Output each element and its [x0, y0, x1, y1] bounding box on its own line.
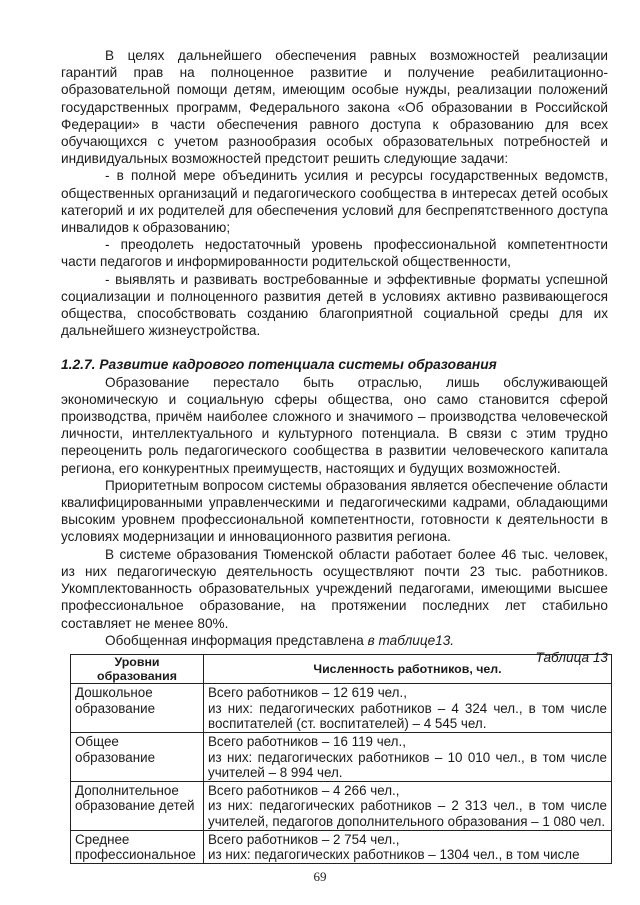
table-row [71, 684, 612, 733]
summary-text: Обобщенная информация представлена [105, 632, 368, 648]
paragraph: Приоритетным вопросом системы образования является обеспечение области квалифицированными управленческими и педагогическими кадрами, обладающими высоким уровнем профессиональной компетентности, готовности к деятельности в условиях модернизации и инновационного развития региона. [61, 477, 608, 545]
cell-line: из них: педагогических работников – 10 010 чел., в том числе учителей – 8 994 чел. [208, 749, 607, 781]
cell-line: из них: педагогических работников – 4 324 чел., в том числе воспитателей (ст. воспитателей) – 4 545 чел. [208, 700, 607, 732]
paragraph: - в полной мере объединить усилия и ресурсы государственных ведомств, общественных организаций и педагогического сообщества в интересах детей особых категорий и их родителей для обеспечения условий для беспрепятственного доступа инвалидов к образованию; [61, 168, 608, 236]
column-header-count: Численность работников, чел. [204, 655, 612, 684]
section-heading: 1.2.7. Развитие кадрового потенциала системы образования [61, 357, 497, 373]
table-caption: Таблица 13 [535, 649, 608, 665]
paragraph: В системе образования Тюменской области работает более 46 тыс. человек, из них педагогическую деятельность осуществляют почти 23 тыс. работников. Укомплектованность образовательных учреждений педагогами, имеющими высшее профессиональное образование, на протяжении последних лет стабильно составляет не менее 80%. [61, 546, 608, 631]
paragraph: - выявлять и развивать востребованные и эффективные форматы успешной социализации и полноценного развития детей в условиях активно развивающегося общества, способствовать созданию благоприятной социальной среды для их дальнейшего жизнеустройства. [61, 271, 608, 339]
paragraph: Образование перестало быть отраслью, лишь обслуживающей экономическую и социальную сферы общества, оно само становится сферой производства, причём наиболее сложного и значимого – производства человеческой личности, интеллектуального и культурного потенциала. В связи с этим трудно переоценить роль педагогического сообщества в развитии человеческого капитала региона, его конкурентных преимуществ, настоящих и будущих возможностей. [61, 374, 608, 476]
cell-line: Всего работников – 2 754 чел., [208, 831, 400, 847]
level-cell: Среднее профессиональное [71, 830, 204, 863]
table-reference: в таблице13. [367, 632, 455, 648]
count-cell [204, 781, 612, 830]
level-cell: Дошкольное образование [71, 684, 204, 733]
cell-line: Всего работников – 12 619 чел., [208, 685, 407, 701]
summary-paragraph [61, 632, 608, 649]
paragraph: В целях дальнейшего обеспечения равных возможностей реализации гарантий прав на полноценное развитие и получение реабилитационно-образовательной помощи детям, имеющим особые нужды, реализации положений государственных программ, Федерального закона «Об образовании в Российской Федерации» в части обеспечения равного доступа к образованию для всех обучающихся с учетом разнообразия особых образовательных потребностей и индивидуальных возможностей предстоит решить следующие задачи: [61, 48, 608, 167]
table-header-row [71, 655, 612, 684]
level-cell: Дополнительное образование детей [71, 781, 204, 830]
level-cell: Общее образование [71, 732, 204, 781]
count-cell [204, 684, 612, 733]
page-number: 69 [313, 869, 327, 884]
table-row [71, 781, 612, 830]
table-row [71, 830, 612, 863]
cell-line: из них: педагогических работников – 1304 чел., в том числе [208, 847, 580, 863]
table-row [71, 732, 612, 781]
cell-line: из них: педагогических работников – 2 313 чел., в том числе учителей, педагогов дополнительного образования – 1 080 чел. [208, 798, 607, 829]
column-header-level: Уровни образования [71, 655, 204, 684]
cell-line: Всего работников – 4 266 чел., [208, 782, 400, 798]
count-cell [204, 732, 612, 781]
count-cell [204, 830, 612, 863]
body-text [61, 47, 608, 666]
paragraph: - преодолеть недостаточный уровень профессиональной компетентности части педагогов и информированности родительской общественности, [61, 237, 608, 270]
cell-line: Всего работников – 16 119 чел., [208, 733, 406, 749]
staff-table [70, 654, 612, 864]
